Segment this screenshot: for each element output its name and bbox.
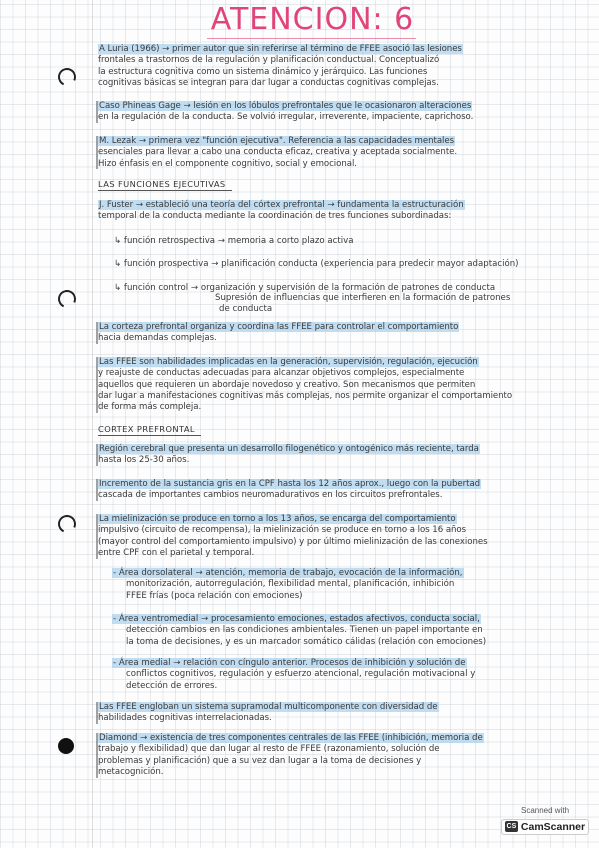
paragraph-diamond bbox=[98, 733, 484, 778]
area-line: - Área dorsolateral → atención, memoria de trabajo, evocación de la información, bbox=[113, 568, 463, 578]
camscanner-watermark bbox=[499, 806, 591, 835]
paragraph-line: Diamond → existencia de tres componentes centrales de las FFEE (inhibición, memoria de bbox=[99, 733, 483, 743]
paragraph-line: J. Fuster → estableció una teoría del córtex prefrontal → fundamenta la estructuración bbox=[99, 200, 464, 210]
paragraph-gage bbox=[98, 101, 473, 124]
paragraph-line: metacognición. bbox=[98, 766, 164, 777]
area-line: conflictos cognitivos, regulación y esfuerzo atencional, regulación motivacional y bbox=[126, 669, 476, 680]
list-item-note: de conducta bbox=[219, 304, 273, 315]
watermark-caption: Scanned with bbox=[520, 806, 570, 815]
camscanner-icon: CS bbox=[506, 823, 517, 830]
area-line: monitorización, autorregulación, flexibilidad mental, planificación, inhibición bbox=[126, 579, 455, 590]
paragraph-line: La mielinización se produce en torno a los 13 años, se encarga del comportamiento bbox=[99, 514, 456, 524]
area-line: la toma de decisiones, y es un marcador somático cálidas (relación con emociones) bbox=[126, 636, 487, 647]
paragraph-line: cognitivas básicas se integran para dar lugar a conductas cognitivas complejas. bbox=[98, 77, 439, 88]
binder-hole-icon bbox=[58, 738, 74, 754]
page-title: ATENCION: 6 bbox=[210, 2, 415, 37]
paragraph-line: frontales a trastornos de la regulación y planificación conductual. Conceptualizó bbox=[98, 55, 440, 66]
paragraph-mielinizacion bbox=[98, 514, 488, 559]
paragraph-region bbox=[98, 444, 480, 467]
area-line: - Área medial → relación con cíngulo anterior. Procesos de inhibición y solución de bbox=[113, 658, 466, 668]
paragraph-line: hasta los 25-30 años. bbox=[98, 455, 190, 466]
paragraph-line: A Luria (1966) → primer autor que sin referirse al término de FFEE asoció las lesiones bbox=[99, 44, 462, 54]
paragraph-line: Hizo énfasis en el componente cognitivo, social y emocional. bbox=[98, 158, 357, 169]
section-heading-cortex: CORTEX PREFRONTAL bbox=[98, 424, 195, 434]
paragraph-line: dar lugar a manifestaciones cognitivas más complejas, nos permite organizar el comportamiento bbox=[98, 390, 513, 401]
area-line: detección cambios en las condiciones ambientales. Tienen un papel importante en bbox=[126, 625, 483, 636]
area-medial bbox=[112, 658, 475, 692]
paragraph-line: trabajo y flexibilidad) que dan lugar al resto de FFEE (razonamiento, solución de bbox=[98, 744, 440, 755]
fuster-item-control-extra bbox=[215, 293, 510, 316]
area-ventromedial bbox=[112, 614, 486, 648]
paragraph-line: problemas y planificación) que a su vez dan lugar a la toma de decisiones y bbox=[98, 755, 422, 766]
paragraph-englobar bbox=[98, 702, 439, 725]
paragraph-line: entre CPF con el parietal y temporal. bbox=[98, 547, 255, 558]
area-dorsolateral bbox=[112, 568, 464, 602]
paragraph-incremento bbox=[98, 479, 481, 502]
area-line: - Área ventromedial → procesamiento emociones, estados afectivos, conducta social, bbox=[113, 614, 480, 624]
paragraph-ffee bbox=[98, 357, 512, 413]
paragraph-line: hacia demandas complejas. bbox=[98, 333, 217, 344]
list-item: ↳ función prospectiva → planificación conducta (experiencia para predecir mayor adaptación) bbox=[114, 259, 519, 269]
paragraph-line: Caso Phineas Gage → lesión en los lóbulos prefrontales que le ocasionaron alteraciones bbox=[99, 101, 472, 111]
paragraph-line: La corteza prefrontal organiza y coordina las FFEE para controlar el comportamiento bbox=[99, 322, 459, 332]
section-heading-funciones: LAS FUNCIONES EJECUTIVAS bbox=[98, 179, 226, 189]
paragraph-luria bbox=[98, 44, 463, 89]
camscanner-brand: CamScanner bbox=[520, 820, 586, 833]
list-item: ↳ función control → organización y supervisión de la formación de patrones de conducta bbox=[114, 283, 496, 293]
paragraph-line: Las FFEE son habilidades implicadas en la generación, supervisión, regulación, ejecución bbox=[99, 357, 478, 367]
paragraph-line: la estructura cognitiva como un sistema dinámico y jerárquico. Las funciones bbox=[98, 66, 428, 77]
binder-ring-icon bbox=[55, 512, 78, 535]
binder-ring-icon bbox=[55, 65, 78, 88]
paragraph-line: en la regulación de la conducta. Se volvió irregular, irreverente, impaciente, caprichoso. bbox=[98, 112, 474, 123]
area-line: detección de errores. bbox=[126, 680, 218, 691]
paragraph-line: M. Lezak → primera vez "función ejecutiva". Referencia a las capacidades mentales bbox=[99, 136, 455, 146]
paragraph-line: temporal de la conducta mediante la coordinación de tres funciones subordinadas: bbox=[98, 211, 452, 222]
camscanner-logo bbox=[501, 819, 589, 835]
area-line: FFEE frías (poca relación con emociones) bbox=[126, 590, 303, 601]
margin-line bbox=[92, 0, 93, 848]
paragraph-corteza bbox=[98, 322, 459, 345]
paragraph-line: cascada de importantes cambios neuromadurativos en los circuitos prefrontales. bbox=[98, 490, 443, 501]
paragraph-line: Región cerebral que presenta un desarrollo filogenético y ontogénico más reciente, tarda bbox=[99, 444, 479, 454]
paragraph-line: esenciales para llevar a cabo una conducta eficaz, creativa y aceptada socialmente. bbox=[98, 147, 458, 158]
list-item-note: Supresión de influencias que interfieren en la formación de patrones bbox=[215, 293, 511, 303]
paragraph-line: Incremento de la sustancia gris en la CPF hasta los 12 años aprox., luego con la pubertad bbox=[99, 479, 481, 489]
paragraph-line: aquellos que requieren un abordaje novedoso y creativo. Son mecanismos que permiten bbox=[98, 379, 476, 390]
paragraph-line: de forma más compleja. bbox=[98, 402, 202, 413]
paragraph-line: Las FFEE engloban un sistema supramodal multicomponente con diversidad de bbox=[99, 702, 438, 712]
paragraph-fuster bbox=[98, 200, 465, 223]
binder-ring-icon bbox=[55, 287, 78, 310]
paragraph-line: (mayor control del comportamiento impulsivo) y por último mielinización de las conexiones bbox=[98, 536, 488, 547]
title-underline bbox=[207, 38, 416, 39]
fuster-item-retrospectiva bbox=[114, 236, 354, 247]
paragraph-line: impulsivo (circuito de recompensa), la mielinización se produce en torno a los 16 años bbox=[98, 525, 467, 536]
paragraph-line: habilidades cognitivas interrelacionadas. bbox=[98, 713, 272, 724]
paragraph-line: y reajuste de conductas adecuadas para alcanzar objetivos complejos, especialmente bbox=[98, 368, 465, 379]
paragraph-lezak bbox=[98, 136, 457, 170]
fuster-item-prospectiva bbox=[114, 259, 519, 270]
list-item: ↳ función retrospectiva → memoria a corto plazo activa bbox=[114, 236, 354, 246]
